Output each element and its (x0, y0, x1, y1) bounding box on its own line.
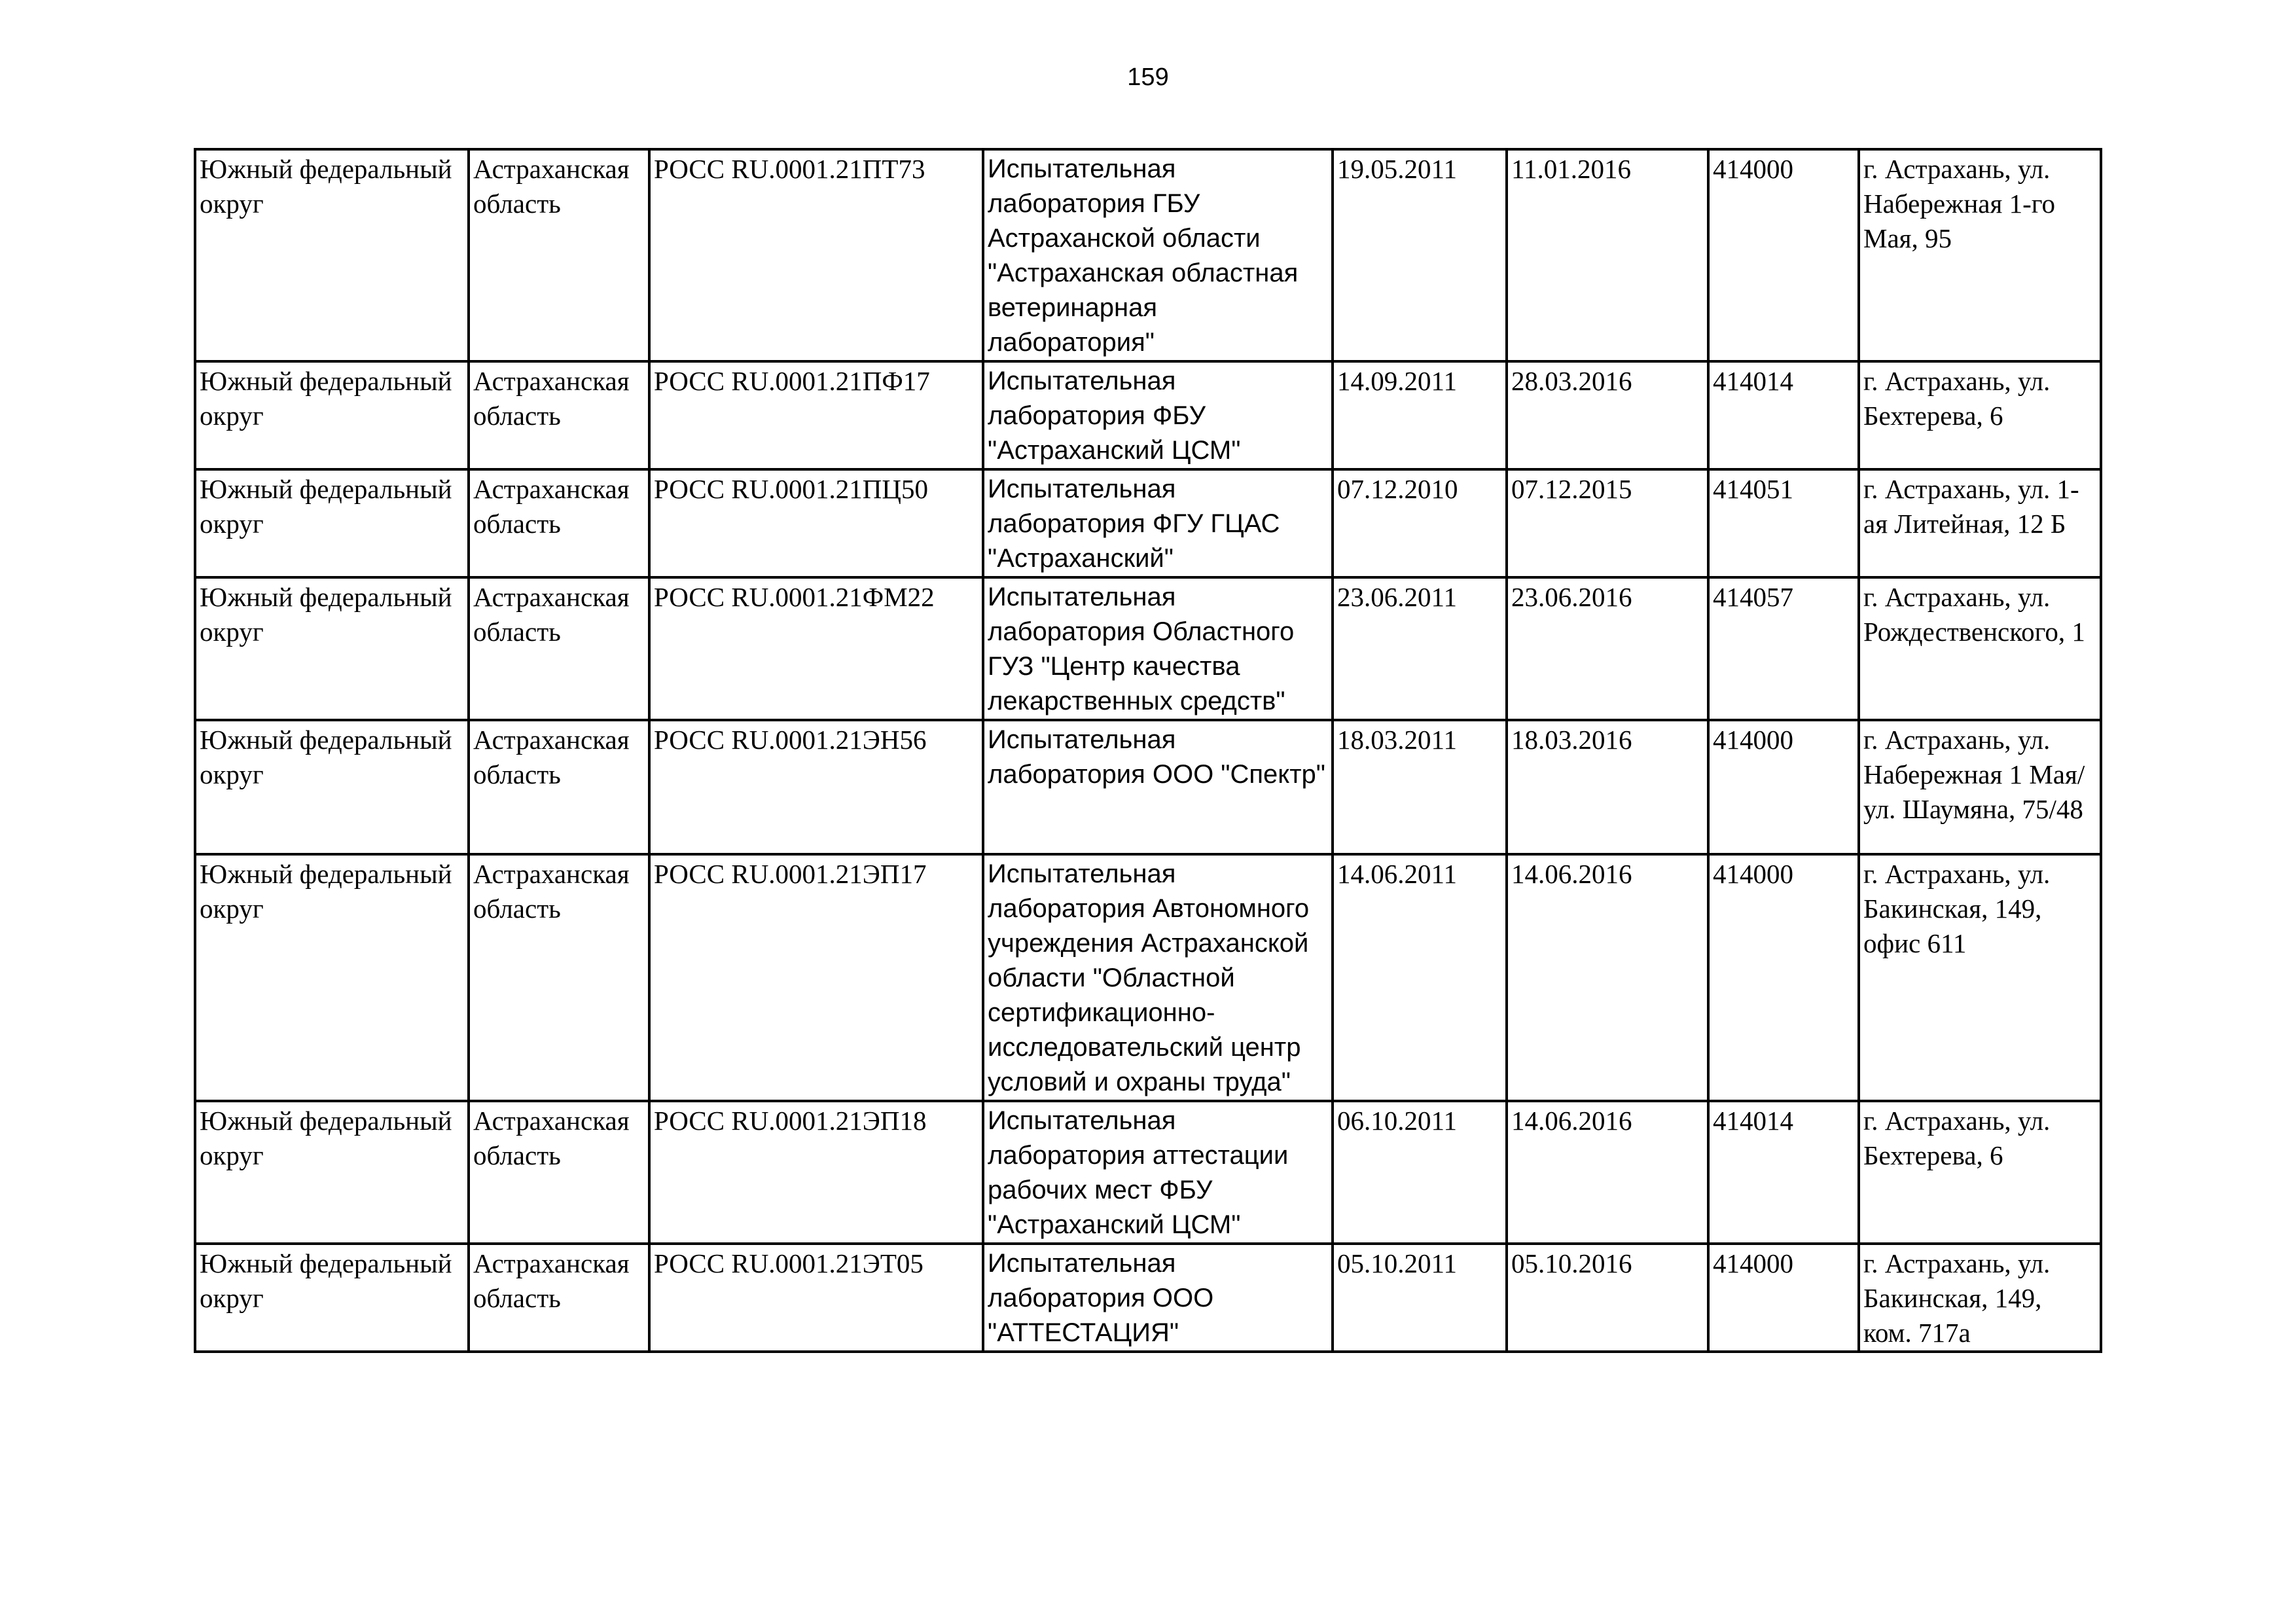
region-cell: Астраханская область (469, 361, 649, 469)
table-row (195, 361, 2101, 469)
district-cell: Южный федеральный округ (195, 469, 469, 577)
laboratory-cell: Испытательная лаборатория ФГУ ГЦАС "Астраханский" (983, 469, 1333, 577)
date-to-cell: 18.03.2016 (1507, 720, 1708, 854)
address-cell: г. Астрахань, ул. Бехтерева, 6 (1859, 361, 2101, 469)
laboratory-cell: Испытательная лаборатория Автономного учреждения Астраханской области "Областной сертификационно-исследовательский центр условий и охраны труда" (983, 854, 1333, 1101)
date-to-cell: 11.01.2016 (1507, 149, 1708, 361)
postcode-cell: 414014 (1708, 361, 1859, 469)
district-cell: Южный федеральный округ (195, 1244, 469, 1352)
laboratory-cell: Испытательная лаборатория аттестации рабочих мест ФБУ "Астраханский ЦСМ" (983, 1101, 1333, 1244)
date-from-cell: 18.03.2011 (1333, 720, 1507, 854)
region-cell: Астраханская область (469, 720, 649, 854)
postcode-cell: 414014 (1708, 1101, 1859, 1244)
region-cell: Астраханская область (469, 149, 649, 361)
table-row (195, 149, 2101, 361)
date-to-cell: 28.03.2016 (1507, 361, 1708, 469)
date-from-cell: 07.12.2010 (1333, 469, 1507, 577)
address-cell: г. Астрахань, ул. Набережная 1-го Мая, 95 (1859, 149, 2101, 361)
table-row (195, 854, 2101, 1101)
certificate-cell: РОСС RU.0001.21ЭН56 (649, 720, 983, 854)
certificate-cell: РОСС RU.0001.21ПЦ50 (649, 469, 983, 577)
postcode-cell: 414051 (1708, 469, 1859, 577)
date-to-cell: 07.12.2015 (1507, 469, 1708, 577)
postcode-cell: 414000 (1708, 149, 1859, 361)
laboratory-cell: Испытательная лаборатория ООО "Спектр" (983, 720, 1333, 854)
certificate-cell: РОСС RU.0001.21ЭП18 (649, 1101, 983, 1244)
date-from-cell: 14.06.2011 (1333, 854, 1507, 1101)
laboratory-cell: Испытательная лаборатория ООО "АТТЕСТАЦИЯ" (983, 1244, 1333, 1352)
table-row (195, 469, 2101, 577)
postcode-cell: 414000 (1708, 854, 1859, 1101)
postcode-cell: 414000 (1708, 720, 1859, 854)
table-row (195, 1101, 2101, 1244)
certificate-cell: РОСС RU.0001.21ПТ73 (649, 149, 983, 361)
table-row (195, 1244, 2101, 1352)
date-to-cell: 14.06.2016 (1507, 1101, 1708, 1244)
date-to-cell: 14.06.2016 (1507, 854, 1708, 1101)
date-from-cell: 06.10.2011 (1333, 1101, 1507, 1244)
date-from-cell: 19.05.2011 (1333, 149, 1507, 361)
certificate-cell: РОСС RU.0001.21ФМ22 (649, 577, 983, 720)
certificate-cell: РОСС RU.0001.21ЭП17 (649, 854, 983, 1101)
district-cell: Южный федеральный округ (195, 577, 469, 720)
district-cell: Южный федеральный округ (195, 1101, 469, 1244)
table-row (195, 577, 2101, 720)
certificate-cell: РОСС RU.0001.21ПФ17 (649, 361, 983, 469)
date-from-cell: 05.10.2011 (1333, 1244, 1507, 1352)
district-cell: Южный федеральный округ (195, 149, 469, 361)
address-cell: г. Астрахань, ул. 1-ая Литейная, 12 Б (1859, 469, 2101, 577)
address-cell: г. Астрахань, ул. Бакинская, 149, офис 611 (1859, 854, 2101, 1101)
laboratory-cell: Испытательная лаборатория ФБУ "Астраханский ЦСМ" (983, 361, 1333, 469)
region-cell: Астраханская область (469, 577, 649, 720)
address-cell: г. Астрахань, ул. Бехтерева, 6 (1859, 1101, 2101, 1244)
table-row (195, 720, 2101, 854)
page-number: 159 (1127, 63, 1169, 91)
district-cell: Южный федеральный округ (195, 854, 469, 1101)
postcode-cell: 414000 (1708, 1244, 1859, 1352)
district-cell: Южный федеральный округ (195, 720, 469, 854)
region-cell: Астраханская область (469, 1101, 649, 1244)
region-cell: Астраханская область (469, 854, 649, 1101)
address-cell: г. Астрахань, ул. Набережная 1 Мая/ул. Шаумяна, 75/48 (1859, 720, 2101, 854)
laboratory-cell: Испытательная лаборатория Областного ГУЗ "Центр качества лекарственных средств" (983, 577, 1333, 720)
laboratory-cell: Испытательная лаборатория ГБУ Астраханской области "Астраханская областная ветеринарная лаборатория" (983, 149, 1333, 361)
date-from-cell: 14.09.2011 (1333, 361, 1507, 469)
certificate-cell: РОСС RU.0001.21ЭТ05 (649, 1244, 983, 1352)
date-from-cell: 23.06.2011 (1333, 577, 1507, 720)
region-cell: Астраханская область (469, 469, 649, 577)
district-cell: Южный федеральный округ (195, 361, 469, 469)
postcode-cell: 414057 (1708, 577, 1859, 720)
date-to-cell: 23.06.2016 (1507, 577, 1708, 720)
address-cell: г. Астрахань, ул. Рождественского, 1 (1859, 577, 2101, 720)
date-to-cell: 05.10.2016 (1507, 1244, 1708, 1352)
address-cell: г. Астрахань, ул. Бакинская, 149, ком. 717а (1859, 1244, 2101, 1352)
laboratory-registry-table (194, 148, 2102, 1353)
region-cell: Астраханская область (469, 1244, 649, 1352)
